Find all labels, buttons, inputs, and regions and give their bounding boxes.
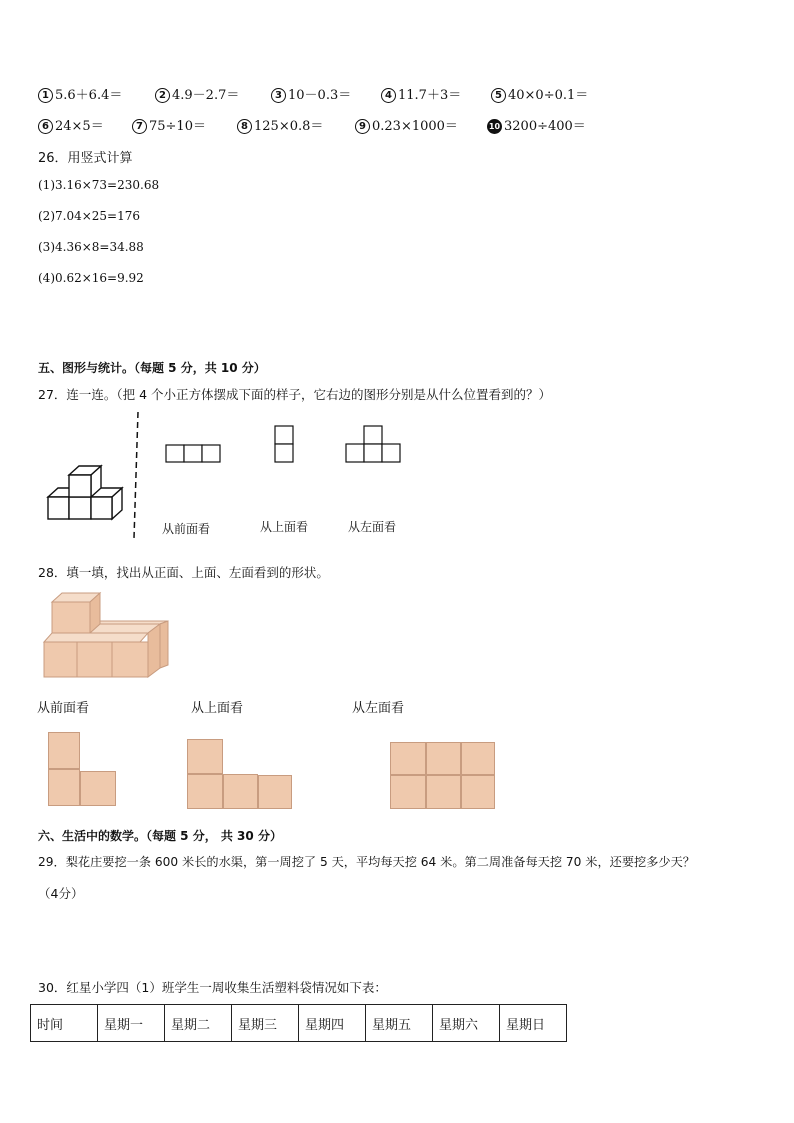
q27-label-top: 从上面看 [260,520,309,534]
circled-number: 4 [381,88,396,103]
oral-calc-item [355,115,458,134]
circled-number: 5 [491,88,506,103]
q28-label-top: 从上面看 [191,701,244,716]
weekly-collection-table [30,1004,567,1042]
view-shape-3 [346,426,400,462]
q27-label-front: 从前面看 [162,522,211,536]
shape-square [48,732,80,769]
stacked-cubes-illustration [48,466,122,519]
circled-number: 3 [271,88,286,103]
table-header-cell: 时间 [31,1005,98,1042]
oral-calc-item [491,84,588,103]
oral-calc-expr: 0.23×1000＝ [372,119,458,134]
circled-number: 1 [38,88,53,103]
shape-square [461,775,495,809]
q30-title: 30．红星小学四（1）班学生一周收集生活塑料袋情况如下表： [38,980,387,995]
table-header-cell: 星期三 [232,1005,299,1042]
q27-label-left: 从左面看 [348,520,397,534]
oral-calc-item [381,84,461,103]
oral-calc-expr: 5.6＋6.4＝ [55,88,123,103]
shape-square [187,774,223,809]
circled-number: 2 [155,88,170,103]
dashed-divider [134,412,138,538]
shape-square [223,774,258,809]
table-header-cell: 星期四 [299,1005,366,1042]
shape-square [48,769,80,806]
table-row [31,1005,567,1042]
oral-calc-item [38,115,104,134]
oral-calc-item [155,84,239,103]
oral-calc-expr: 125×0.8＝ [254,119,324,134]
section-6-heading: 六、生活中的数学。（每题 5 分， 共 30 分） [38,829,282,843]
oral-calc-item [237,115,323,134]
circled-number: 9 [355,119,370,134]
shape-square [426,775,461,809]
shape-square [390,775,426,809]
table-header-cell: 星期日 [500,1005,567,1042]
q26-title: 26．用竖式计算 [38,151,133,166]
shape-square [426,742,461,775]
oral-calc-item [271,84,351,103]
circled-number: 8 [237,119,252,134]
q28-label-left: 从左面看 [352,701,405,716]
shape-square [258,775,292,809]
oral-calc-expr: 10－0.3＝ [288,88,352,103]
shape-square [187,739,223,774]
q26-item-2: (2)7.04×25=176 [38,209,140,223]
oral-calc-expr: 40×0÷0.1＝ [508,88,589,103]
view-shape-1 [166,445,220,462]
oral-calc-expr: 24×5＝ [55,119,104,134]
q26-item-1: (1)3.16×73=230.68 [38,178,160,192]
circled-number: 7 [132,119,147,134]
q28-cube-illustration [40,590,175,685]
table-header-cell: 星期二 [165,1005,232,1042]
section-5-heading: 五、图形与统计。（每题 5 分，共 10 分） [38,361,266,375]
oral-calc-expr: 3200÷400＝ [504,119,586,134]
q26-item-3: (3)4.36×8=34.88 [38,240,144,254]
oral-calc-item [487,115,586,134]
q26-item-4: (4)0.62×16=9.92 [38,271,144,285]
q27-title: 27．连一连。（把 4 个小正方体摆成下面的样子，它右边的图形分别是从什么位置看到的？） [38,387,552,402]
table-header-cell: 星期一 [98,1005,165,1042]
q28-label-front: 从前面看 [37,701,90,716]
oral-calc-item [132,115,206,134]
q29-text-line-2: （4分） [38,886,84,901]
q29-text-line-1: 29．梨花庄要挖一条 600 米长的水渠，第一周挖了 5 天，平均每天挖 64 米。第二周准备每天挖 70 米，还要挖多少天？ [38,855,695,869]
table-header-cell: 星期六 [433,1005,500,1042]
q28-title: 28．填一填，找出从正面、上面、左面看到的形状。 [38,565,329,580]
shape-square [80,771,116,806]
circled-number: 6 [38,119,53,134]
view-shape-2 [275,426,293,462]
oral-calc-expr: 4.9－2.7＝ [172,88,240,103]
shape-square [461,742,495,775]
circled-number: 10 [487,119,502,134]
table-header-cell: 星期五 [366,1005,433,1042]
shape-square [390,742,426,775]
oral-calc-item [38,84,122,103]
oral-calc-expr: 11.7＋3＝ [398,88,462,103]
oral-calc-expr: 75÷10＝ [149,119,206,134]
